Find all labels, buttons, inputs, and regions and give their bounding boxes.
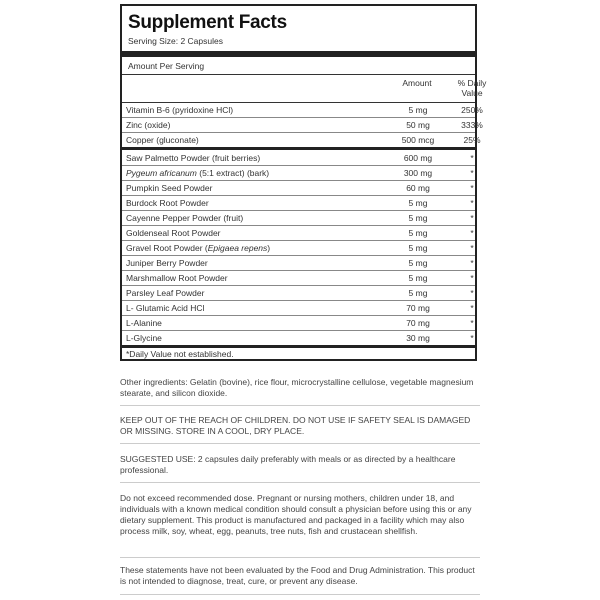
amount-per-serving: Amount Per Serving (128, 61, 205, 71)
ingredient-amount: 5 mg (408, 243, 428, 253)
divider (120, 594, 480, 595)
nutrient-dv: 333% (461, 120, 483, 130)
table-row (122, 132, 481, 147)
table-row (122, 150, 475, 165)
section-rule (122, 345, 475, 348)
ingredient-amount: 30 mg (406, 333, 430, 343)
ingredient-name (126, 243, 270, 253)
ingredient-amount: 5 mg (408, 228, 428, 238)
ingredient-dv: * (470, 288, 474, 298)
ingredient-name (126, 168, 269, 178)
ingredient-amount: 300 mg (403, 168, 433, 178)
thick-rule (122, 51, 475, 57)
nutrient-name: Vitamin B-6 (pyridoxine HCl) (126, 105, 234, 115)
ingredient-amount: 60 mg (406, 183, 430, 193)
table-row (122, 102, 483, 117)
table-row (122, 255, 475, 270)
latin-name: Epigaea repens (207, 243, 268, 253)
ingredient-dv: * (470, 198, 474, 208)
ingredient-amount: 5 mg (408, 198, 428, 208)
ingredient-amount: 70 mg (406, 318, 430, 328)
ingredient-name-prefix: Gravel Root Powder ( (126, 243, 208, 253)
table-row (122, 285, 475, 300)
ingredient-dv: * (470, 318, 474, 328)
ingredient-dv: * (470, 228, 474, 238)
ingredient-name-suffix: ) (267, 243, 271, 253)
divider (120, 405, 480, 406)
supplement-facts-panel (120, 4, 487, 361)
col-header-dv (422, 78, 522, 98)
table-row (122, 117, 483, 132)
nutrient-amount: 50 mg (406, 120, 430, 130)
divider (120, 557, 480, 558)
nutrient-name: Copper (gluconate) (126, 135, 199, 145)
table-row (122, 180, 475, 195)
ingredient-name-suffix: (5:1 extract) (bark) (196, 168, 270, 178)
ingredient-dv: * (470, 183, 474, 193)
col-header-dv-line2: Value (461, 88, 483, 98)
nutrient-dv: 25% (463, 135, 481, 145)
nutrient-dv: 250% (461, 105, 483, 115)
ingredient-name: Parsley Leaf Powder (126, 288, 205, 298)
ingredient-name: L- Glutamic Acid HCl (126, 303, 205, 313)
table-row (122, 165, 475, 180)
ingredient-amount: 5 mg (408, 288, 428, 298)
ingredient-name: L-Alanine (126, 318, 162, 328)
table-row (122, 210, 475, 225)
ingredient-amount: 5 mg (408, 273, 428, 283)
divider (120, 443, 480, 444)
latin-name: Pygeum africanum (126, 168, 197, 178)
ingredient-amount: 70 mg (406, 303, 430, 313)
fda-disclaimer: These statements have not been evaluated by the Food and Drug Administration. This product is not intended to diagnose, treat, cure, or prevent any disease. (120, 565, 475, 586)
ingredient-dv: * (470, 153, 474, 163)
panel-title: Supplement Facts (128, 12, 287, 33)
ingredient-name: Pumpkin Seed Powder (126, 183, 213, 193)
table-row (122, 270, 475, 285)
other-ingredients: Other ingredients: Gelatin (bovine), rice flour, microcrystalline cellulose, vegetable magnesium stearate, and silicon dioxide. (120, 377, 474, 398)
table-row (122, 330, 475, 345)
nutrient-name: Zinc (oxide) (126, 120, 171, 130)
divider (120, 482, 480, 483)
rule (122, 74, 475, 75)
ingredient-name: Saw Palmetto Powder (fruit berries) (126, 153, 261, 163)
col-header-dv-line1: % Daily (457, 78, 487, 88)
col-header-amount: Amount (402, 78, 432, 88)
serving-size: Serving Size: 2 Capsules (128, 36, 223, 46)
ingredient-amount: 600 mg (403, 153, 433, 163)
table-row (122, 225, 475, 240)
ingredient-dv: * (470, 258, 474, 268)
table-row (122, 315, 475, 330)
ingredient-name: L-Glycine (126, 333, 162, 343)
ingredient-dv: * (470, 333, 474, 343)
ingredient-dv: * (470, 243, 474, 253)
ingredient-name: Marshmallow Root Powder (126, 273, 228, 283)
ingredient-dv: * (470, 273, 474, 283)
ingredient-name: Burdock Root Powder (126, 198, 209, 208)
ingredient-name: Juniper Berry Powder (126, 258, 208, 268)
ingredient-amount: 5 mg (408, 258, 428, 268)
ingredient-amount: 5 mg (408, 213, 428, 223)
ingredient-name: Goldenseal Root Powder (126, 228, 221, 238)
caution-text: Do not exceed recommended dose. Pregnant or nursing mothers, children under 18, and individuals with a known medical condition should consult a physician before using this or any dietary supplement. This product is manufactured and packaged in a facility which may also process milk, soy, wheat, egg, peanuts, tree nuts, fish and crustacean shellfish. (120, 493, 472, 536)
ingredient-name: Cayenne Pepper Powder (fruit) (126, 213, 244, 223)
nutrient-amount: 5 mg (408, 105, 428, 115)
table-row (122, 240, 475, 255)
ingredient-dv: * (470, 303, 474, 313)
table-row (122, 300, 475, 315)
nutrient-amount: 500 mcg (401, 135, 435, 145)
warning-text: KEEP OUT OF THE REACH OF CHILDREN. DO NOT USE IF SAFETY SEAL IS DAMAGED OR MISSING. STORE IN A COOL, DRY PLACE. (120, 415, 471, 436)
ingredient-dv: * (470, 168, 474, 178)
ingredient-dv: * (470, 213, 474, 223)
suggested-use: SUGGESTED USE: 2 capsules daily preferably with meals or as directed by a healthcare professional. (120, 454, 456, 475)
footnote: *Daily Value not established. (126, 349, 234, 359)
table-row (122, 195, 475, 210)
